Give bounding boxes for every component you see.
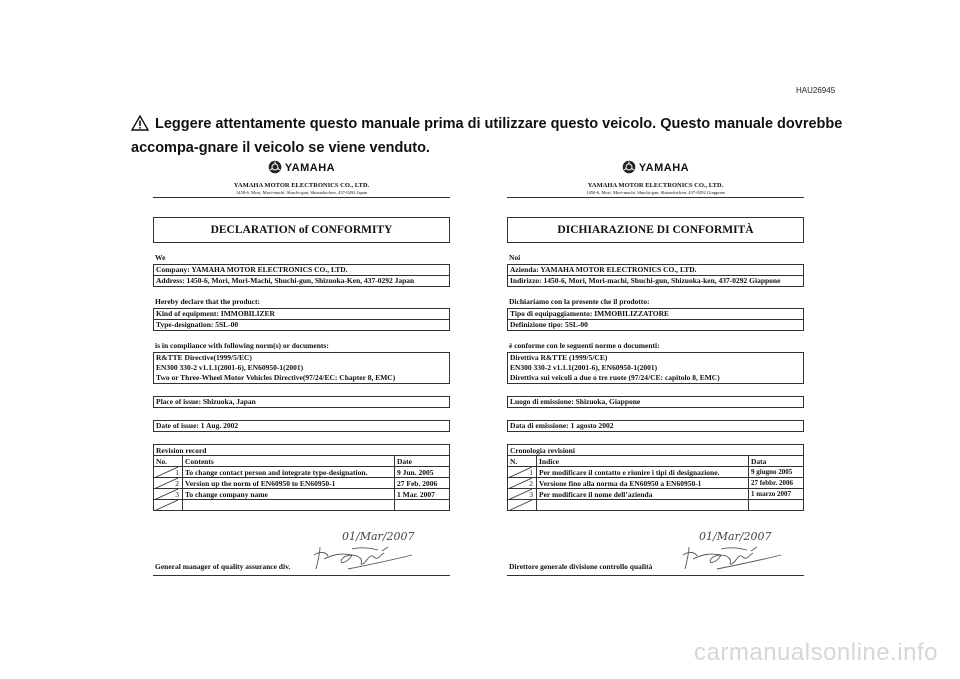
company-box (507, 264, 804, 287)
norm-line: EN300 330-2 v1.1.1(2001-6), EN60950-1(2001) (156, 363, 304, 372)
date-box (153, 420, 450, 432)
date-box (507, 420, 804, 432)
type-designation-line: Type-designation: 5SL-00 (154, 319, 449, 330)
revision-number: 3 (175, 489, 179, 499)
table-row (508, 467, 804, 478)
company-name: YAMAHA MOTOR ELECTRONICS CO., LTD. (587, 182, 724, 189)
norm-line: Two or Three-Wheel Motor Vehicles Directive(97/24/EC: Chapter 8, EMC) (156, 373, 396, 382)
product-box (507, 308, 804, 331)
signature-area (153, 525, 450, 585)
yamaha-logo (153, 160, 450, 177)
yamaha-emblem-icon (622, 160, 636, 176)
place-box (153, 396, 450, 408)
declaration-title: DICHIARAZIONE DI CONFORMITÀ (507, 217, 804, 243)
header-date: Data (749, 456, 804, 467)
revision-date: 9 Jun. 2005 (395, 467, 450, 478)
header-contents: Contents (183, 456, 395, 467)
revision-contents: Per modificare il nome dell’azienda (537, 489, 749, 500)
header-no: No. (154, 456, 183, 467)
signature-label: General manager of quality assurance div. (155, 562, 291, 571)
yamaha-brand: YAMAHA (638, 162, 690, 174)
revision-table (153, 444, 450, 511)
revision-title: Revision record (154, 445, 450, 456)
norm-line: Direttiva sui veicoli a due o tre ruote (97/24/CE: capitolo 8, EMC) (510, 373, 720, 382)
section-code: HAU26945 (796, 86, 836, 95)
revision-date: 27 Feb. 2006 (395, 478, 450, 489)
revision-contents: To change company name (183, 489, 395, 500)
date-of-issue: Data di emissione: 1 agosto 2002 (510, 421, 614, 430)
revision-table (507, 444, 804, 511)
revision-title: Cronologia revisioni (508, 445, 804, 456)
table-row (508, 478, 804, 489)
equipment-line: Tipo di equipaggiamento: IMMOBILIZZATORE (510, 309, 669, 318)
signature-area (507, 525, 804, 585)
revision-number: 1 (175, 467, 179, 477)
equipment-line: Kind of equipment: IMMOBILIZER (156, 309, 275, 318)
declaration-panel-english (153, 160, 450, 585)
revision-date: 27 febbr. 2006 (749, 478, 804, 489)
place-of-issue: Luogo di emissione: Shizuoka, Giappone (510, 397, 641, 406)
revision-number: 1 (529, 467, 533, 477)
type-designation-line: Definizione tipo: 5SL-00 (508, 319, 803, 330)
yamaha-logo (507, 160, 804, 177)
warning-icon (131, 115, 149, 138)
company-box (153, 264, 450, 287)
declaration-title: DECLARATION of CONFORMITY (153, 217, 450, 243)
norm-line: Direttiva R&TTE (1999/5/CE) (510, 353, 608, 362)
place-of-issue: Place of issue: Shizuoka, Japan (156, 397, 256, 406)
revision-date: 9 giugno 2005 (749, 467, 804, 478)
signature-divider (153, 575, 450, 576)
signature-label: Direttore generale divisione controllo qualità (509, 562, 653, 571)
warning-text: Leggere attentamente questo manuale prima di utilizzare questo veicolo. Questo manuale dovrebbe accompa-gnare il veicolo se viene venduto. (131, 116, 843, 156)
signature-date: 01/Mar/2007 (342, 530, 415, 543)
company-address: 1450-6, Mori, Mori-machi, Shuchi-gun, Shizuoka-ken, 437-0292 Giappone (586, 190, 725, 195)
divider (153, 197, 450, 198)
compliance-label: is in compliance with following norm(s) or documents: (155, 341, 329, 350)
revision-number: 2 (529, 478, 533, 488)
yamaha-brand: YAMAHA (284, 162, 336, 174)
header-date: Date (395, 456, 450, 467)
revision-date: 1 Mar. 2007 (395, 489, 450, 500)
table-row (154, 467, 450, 478)
signature-divider (507, 575, 804, 576)
revision-number: 3 (529, 489, 533, 499)
norms-box (153, 352, 450, 384)
place-box (507, 396, 804, 408)
norms-box (507, 352, 804, 384)
address-line: Indirizzo: 1450-6, Mori, Mori-machi, Shuchi-gun, Shizuoka-ken, 437-0292 Giappone (508, 275, 803, 286)
compliance-label: è conforme con le seguenti norme o documenti: (509, 341, 660, 350)
norm-line: EN300 330-2 v1.1.1(2001-6), EN60950-1(2001) (510, 363, 658, 372)
declare-label: Hereby declare that the product: (155, 297, 260, 306)
norm-line: R&TTE Directive(1999/5/EC) (156, 353, 252, 362)
handwritten-signature (677, 525, 787, 573)
handwritten-signature (308, 525, 418, 573)
table-row (154, 478, 450, 489)
revision-contents: Version up the norm of EN60950 to EN60950-1 (183, 478, 395, 489)
date-of-issue: Date of issue: 1 Aug. 2002 (156, 421, 239, 430)
table-row (154, 500, 450, 511)
company-line: Company: YAMAHA MOTOR ELECTRONICS CO., LTD. (156, 265, 348, 274)
table-row (508, 489, 804, 500)
header-no: N. (508, 456, 537, 467)
company-address: 1450-6, Mori, Mori-machi, Shuchi-gun, Shizuoka-ken, 437-0292 Japan (235, 190, 368, 195)
company-name: YAMAHA MOTOR ELECTRONICS CO., LTD. (233, 182, 370, 189)
declaration-panel-italian (507, 160, 804, 585)
table-row (154, 489, 450, 500)
revision-date: 1 marzo 2007 (749, 489, 804, 500)
revision-number: 2 (175, 478, 179, 488)
address-line: Address: 1450-6, Mori, Mori-Machi, Shuchi-gun, Shizuoka-Ken, 437-0292 Japan (154, 275, 449, 286)
revision-contents: Per modificare il contatto e riunire i tipi di designazione. (537, 467, 749, 478)
revision-contents: To change contact person and integrate type-designation. (183, 467, 395, 478)
warning-notice (131, 114, 851, 159)
declare-label: Dichiariamo con la presente che il prodotto: (509, 297, 650, 306)
company-line: Azienda: YAMAHA MOTOR ELECTRONICS CO., LTD. (510, 265, 697, 274)
header-contents: Indice (537, 456, 749, 467)
table-row (508, 500, 804, 511)
we-label: We (155, 253, 166, 262)
product-box (153, 308, 450, 331)
revision-contents: Versione fino alla norma da EN60950 a EN60950-1 (537, 478, 749, 489)
signature-date: 01/Mar/2007 (699, 530, 772, 543)
divider (507, 197, 804, 198)
watermark: carmanualsonline.info (694, 639, 938, 666)
yamaha-emblem-icon (268, 160, 282, 176)
we-label: Noi (509, 253, 521, 262)
